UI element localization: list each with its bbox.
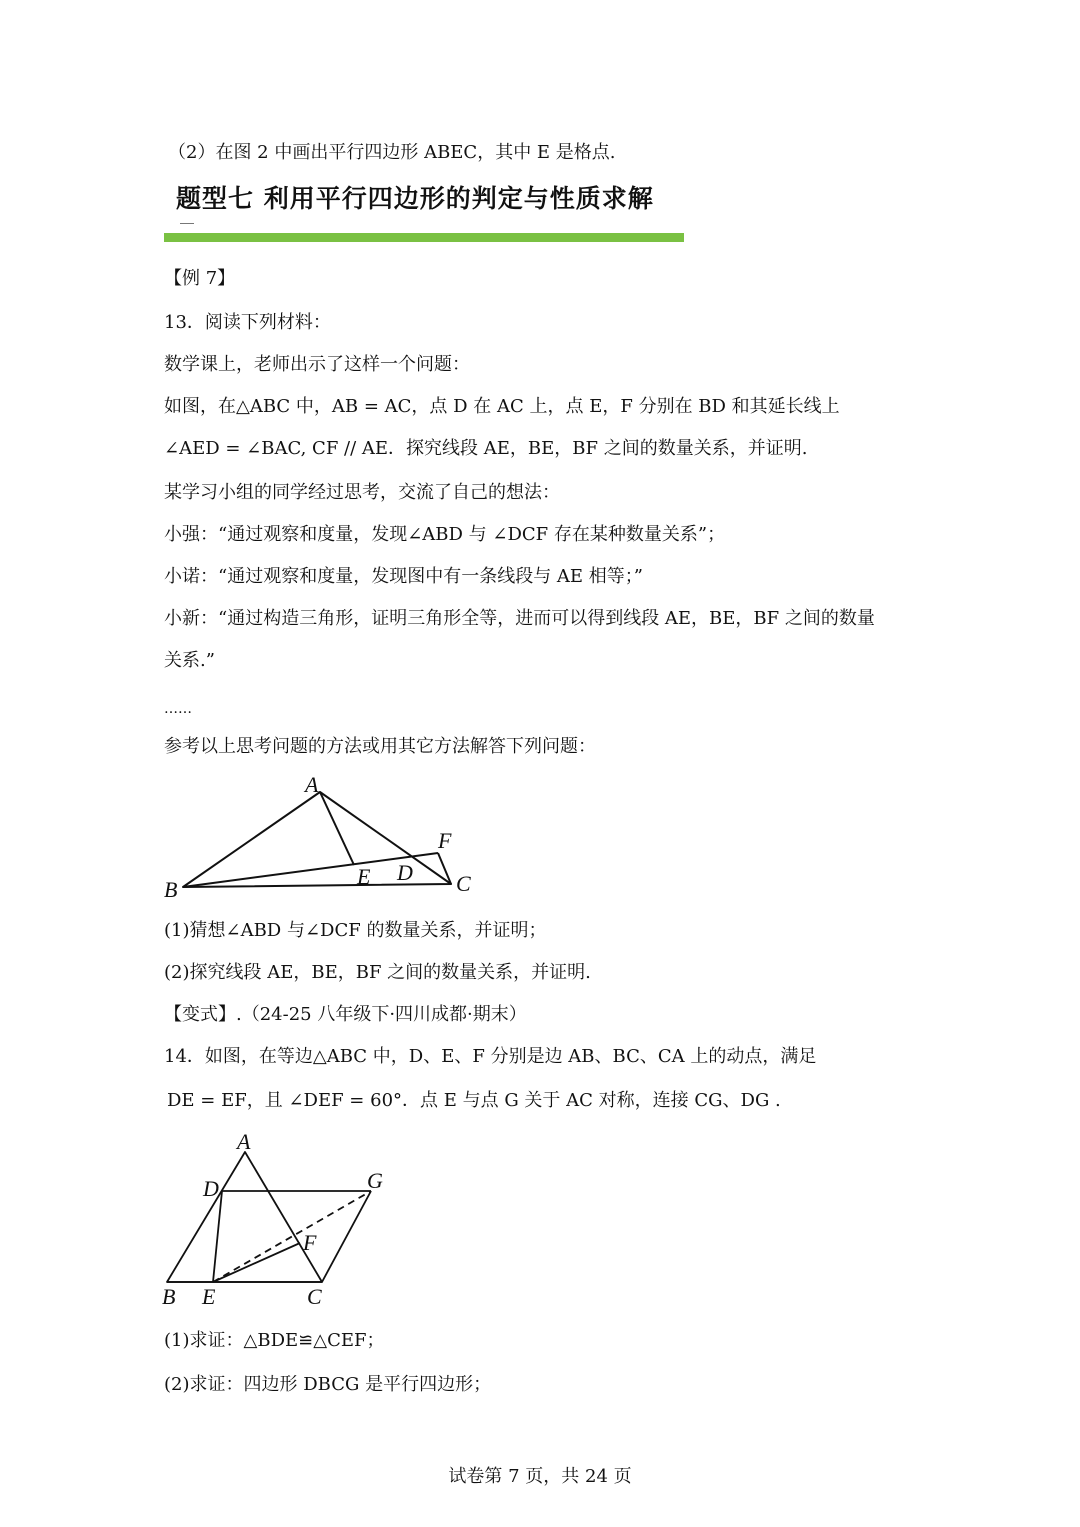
material-line: 数学课上，老师出示了这样一个问题： (164, 354, 470, 375)
variant-tag: 【变式】.（24-25 八年级下·四川成都·期末） (164, 1004, 527, 1025)
question-13-intro: 13．阅读下列材料： (164, 312, 331, 333)
label-e: E (202, 1284, 216, 1309)
label-f: F (303, 1230, 317, 1255)
triangle-abc-equilateral (167, 1152, 322, 1282)
page-footer: 试卷第 7 页，共 24 页 (448, 1466, 632, 1487)
question-14-line-1: 14．如图，在等边△ABC 中，D、E、F 分别是边 AB、BC、CA 上的动点，满足 (164, 1046, 817, 1067)
q13-sub-2: (2)探究线段 AE，BE，BF 之间的数量关系，并证明. (164, 962, 591, 983)
material-line: 某学习小组的同学经过思考，交流了自己的想法： (164, 482, 560, 503)
label-a: A (237, 1129, 251, 1154)
material-line: 小强：“通过观察和度量，发现∠ABD 与 ∠DCF 存在某种数量关系”； (164, 524, 726, 545)
material-line: 关系.” (164, 650, 215, 671)
label-b: B (164, 877, 178, 902)
question-14-line-2: DE = EF，且 ∠DEF = 60°．点 E 与点 G 关于 AC 对称，连接 CG、DG . (167, 1090, 781, 1111)
q14-sub-1: (1)求证：△BDE≌△CEF； (164, 1330, 385, 1351)
material-line: 参考以上思考问题的方法或用其它方法解答下列问题： (164, 736, 596, 757)
material-line: 小新：“通过构造三角形，证明三角形全等，进而可以得到线段 AE，BE，BF 之间的数量 (164, 608, 875, 629)
q13-sub-1: (1)猜想∠ABD 与∠DCF 的数量关系，并证明； (164, 920, 547, 941)
prev-question-part: （2）在图 2 中画出平行四边形 ABEC，其中 E 是格点. (168, 142, 616, 163)
label-b: B (162, 1284, 176, 1309)
ellipsis: …… (164, 701, 192, 717)
label-f: F (438, 828, 452, 853)
segment-gc (322, 1191, 371, 1282)
material-line: 小诺：“通过观察和度量，发现图中有一条线段与 AE 相等；” (164, 566, 643, 587)
example-tag: 【例 7】 (164, 268, 236, 289)
segment-ef (213, 1243, 300, 1282)
material-line: ∠AED = ∠BAC, CF // AE．探究线段 AE，BE，BF 之间的数量关系，并证明. (164, 438, 808, 459)
label-d: D (397, 860, 413, 885)
material-line: 如图，在△ABC 中，AB = AC，点 D 在 AC 上，点 E，F 分别在 BD 和其延长线上 (164, 396, 840, 417)
label-e: E (357, 864, 371, 889)
label-c: C (307, 1284, 322, 1309)
label-c: C (456, 871, 471, 896)
label-a: A (305, 772, 319, 797)
section-title: 题型七 利用平行四边形的判定与性质求解 (176, 184, 654, 213)
label-d: D (203, 1176, 219, 1201)
label-g: G (367, 1168, 383, 1193)
q14-sub-2: (2)求证：四边形 DBCG 是平行四边形； (164, 1374, 492, 1395)
